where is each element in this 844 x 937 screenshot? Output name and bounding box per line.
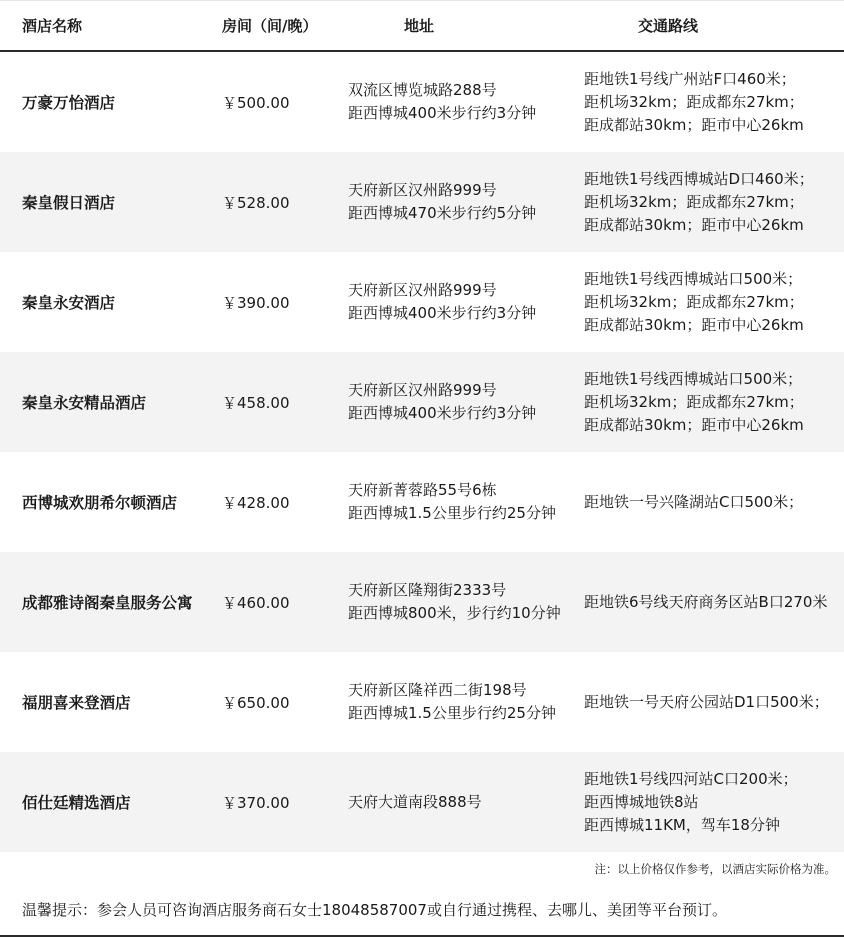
address-line: 天府新菁蓉路55号6栋 bbox=[348, 481, 497, 499]
address-line: 天府新区汉州路999号 bbox=[348, 181, 497, 199]
hotel-name: 秦皇假日酒店 bbox=[22, 194, 116, 212]
hotel-address bbox=[348, 352, 536, 452]
table-row bbox=[0, 652, 844, 752]
room-price: ￥500.00 bbox=[222, 93, 290, 112]
transit-route bbox=[584, 152, 814, 252]
route-line: 距地铁1号线四河站C口200米； bbox=[584, 769, 798, 788]
transit-route bbox=[584, 652, 829, 752]
address-line: 距西博城1.5公里步行约25分钟 bbox=[348, 704, 556, 722]
hotel-name: 西博城欢朋希尔顿酒店 bbox=[22, 494, 178, 512]
address-line: 天府新区隆翔街2333号 bbox=[348, 581, 507, 599]
table-row bbox=[0, 52, 844, 152]
room-price: ￥650.00 bbox=[222, 693, 290, 712]
route-line: 距机场32km；距成都东27km； bbox=[584, 292, 804, 311]
address-line: 距西博城400米步行约3分钟 bbox=[348, 404, 537, 422]
transit-route bbox=[584, 52, 804, 152]
transit-route bbox=[584, 552, 827, 652]
address-line: 距西博城400米步行约3分钟 bbox=[348, 304, 537, 322]
header-price: 房间（间/晚） bbox=[222, 17, 318, 35]
route-line: 距地铁1号线西博城站口500米； bbox=[584, 269, 803, 288]
hotel-address bbox=[348, 252, 536, 352]
table-row bbox=[0, 352, 844, 452]
route-line: 距地铁1号线西博城站口500米； bbox=[584, 369, 803, 388]
route-line: 距地铁1号线广州站F口460米； bbox=[584, 69, 796, 88]
route-line: 距成都站30km；距市中心26km bbox=[584, 115, 804, 134]
contact-tip: 温馨提示：参会人员可咨询酒店服务商石女士18048587007或自行通过携程、去哪儿、美团等平台预订。 bbox=[22, 901, 727, 919]
transit-route bbox=[584, 352, 804, 452]
route-line: 距西博城11KM，驾车18分钟 bbox=[584, 815, 780, 834]
price-note: 注：以上价格仅作参考，以酒店实际价格为准。 bbox=[594, 862, 836, 876]
table-row bbox=[0, 152, 844, 252]
transit-route bbox=[584, 452, 803, 552]
header-route: 交通路线 bbox=[638, 17, 699, 35]
address-line: 距西博城470米步行约5分钟 bbox=[348, 204, 537, 222]
hotel-address bbox=[348, 552, 561, 652]
hotel-address bbox=[348, 452, 556, 552]
route-line: 距机场32km；距成都东27km； bbox=[584, 392, 804, 411]
hotel-name: 福朋喜来登酒店 bbox=[22, 694, 131, 712]
route-line: 距西博城地铁8站 bbox=[584, 792, 699, 811]
route-line: 距成都站30km；距市中心26km bbox=[584, 215, 804, 234]
room-price: ￥458.00 bbox=[222, 393, 290, 412]
table-row bbox=[0, 252, 844, 352]
route-line: 距地铁一号兴隆湖站C口500米； bbox=[584, 492, 804, 511]
hotel-address bbox=[348, 52, 536, 152]
address-line: 天府大道南段888号 bbox=[348, 792, 482, 811]
route-line: 距地铁6号线天府商务区站B口270米 bbox=[584, 592, 828, 611]
table-row bbox=[0, 452, 844, 552]
address-line: 双流区博览城路288号 bbox=[348, 81, 497, 99]
hotel-address bbox=[348, 752, 482, 852]
address-line: 距西博城400米步行约3分钟 bbox=[348, 104, 537, 122]
header-hotel-name: 酒店名称 bbox=[22, 17, 83, 35]
hotel-name: 秦皇永安酒店 bbox=[22, 294, 116, 312]
hotel-name: 佰仕廷精选酒店 bbox=[22, 794, 131, 812]
transit-route bbox=[584, 752, 798, 852]
table-row bbox=[0, 552, 844, 652]
hotel-address bbox=[348, 652, 556, 752]
route-line: 距地铁一号天府公园站D1口500米； bbox=[584, 692, 829, 711]
hotel-address bbox=[348, 152, 536, 252]
room-price: ￥428.00 bbox=[222, 493, 290, 512]
room-price: ￥528.00 bbox=[222, 193, 290, 212]
hotel-name: 成都雅诗阁秦皇服务公寓 bbox=[22, 594, 193, 612]
address-line: 天府新区隆祥西二街198号 bbox=[348, 681, 527, 699]
room-price: ￥370.00 bbox=[222, 793, 290, 812]
address-line: 天府新区汉州路999号 bbox=[348, 381, 497, 399]
route-line: 距成都站30km；距市中心26km bbox=[584, 415, 804, 434]
room-price: ￥460.00 bbox=[222, 593, 290, 612]
address-line: 距西博城1.5公里步行约25分钟 bbox=[348, 504, 556, 522]
header-address: 地址 bbox=[404, 17, 435, 35]
route-line: 距机场32km；距成都东27km； bbox=[584, 92, 804, 111]
transit-route bbox=[584, 252, 804, 352]
table-header bbox=[0, 0, 844, 52]
hotel-name: 秦皇永安精品酒店 bbox=[22, 394, 147, 412]
address-line: 天府新区汉州路999号 bbox=[348, 281, 497, 299]
table-row bbox=[0, 752, 844, 852]
table-body bbox=[0, 52, 844, 852]
route-line: 距成都站30km；距市中心26km bbox=[584, 315, 804, 334]
room-price: ￥390.00 bbox=[222, 293, 290, 312]
route-line: 距机场32km；距成都东27km； bbox=[584, 192, 804, 211]
route-line: 距地铁1号线西博城站D口460米； bbox=[584, 169, 814, 188]
address-line: 距西博城800米，步行约10分钟 bbox=[348, 604, 561, 622]
hotel-name: 万豪万怡酒店 bbox=[22, 94, 116, 112]
